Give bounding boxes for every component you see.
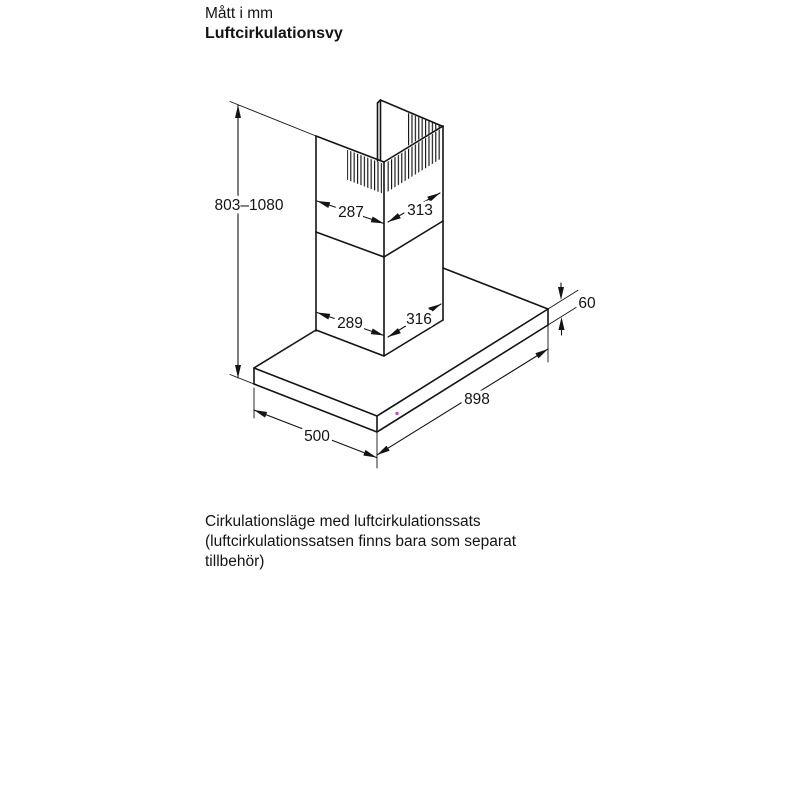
dim-chimney-top-depth bbox=[317, 201, 384, 224]
label-canopy-width: 898 bbox=[464, 391, 490, 408]
chimney-lower-section bbox=[316, 221, 443, 356]
label-chimney-bottom-width: 316 bbox=[406, 311, 432, 328]
dim-canopy-width bbox=[377, 325, 548, 468]
units-note: Mått i mm bbox=[205, 5, 274, 22]
view-title: Luftcirkulationsvy bbox=[205, 25, 343, 42]
hood-canopy bbox=[254, 268, 548, 432]
label-canopy-depth: 500 bbox=[304, 428, 330, 445]
caption-line-1: Cirkulationsläge med luftcirkulationssats bbox=[205, 513, 481, 530]
dim-chimney-bottom-width bbox=[388, 304, 441, 337]
label-total-height: 803–1080 bbox=[214, 197, 284, 214]
dim-canopy-depth bbox=[254, 388, 377, 458]
dim-chimney-bottom-depth bbox=[317, 313, 384, 336]
dim-canopy-height bbox=[548, 283, 596, 335]
label-canopy-height: 60 bbox=[578, 295, 596, 312]
caption-line-3: tillbehör) bbox=[205, 553, 265, 570]
label-chimney-bottom-depth: 289 bbox=[337, 315, 363, 332]
drawing-caption bbox=[205, 512, 625, 572]
label-chimney-top-width: 313 bbox=[407, 202, 433, 219]
indicator-dot bbox=[395, 412, 398, 415]
dim-total-height bbox=[215, 102, 316, 385]
dim-chimney-top-width bbox=[388, 193, 440, 222]
label-chimney-top-depth: 287 bbox=[338, 204, 364, 221]
caption-line-2: (luftcirkulationssatsen finns bara som separat bbox=[205, 533, 517, 550]
